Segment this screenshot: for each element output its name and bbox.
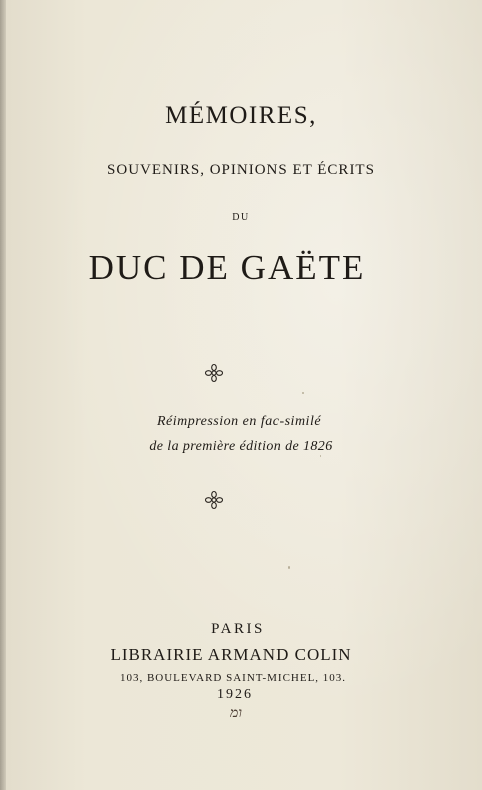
publisher-name: LIBRAIRIE ARMAND COLIN — [110, 645, 352, 664]
paper-speck — [288, 566, 290, 569]
publication-year: 1926 — [217, 687, 253, 702]
publisher-city: PARIS — [211, 621, 265, 637]
title-duc-de-gaete: DUC DE GAËTE — [88, 248, 366, 287]
reimpression-line: Réimpression en fac-similé — [156, 414, 322, 429]
subtitle-souvenirs: SOUVENIRS, OPINIONS ET ÉCRITS — [107, 162, 375, 178]
floral-ornament-icon — [204, 363, 224, 383]
paper-speck — [320, 455, 321, 457]
paper-speck — [302, 392, 304, 394]
floral-ornament-icon — [204, 490, 224, 510]
title-memoires: MÉMOIRES, — [165, 102, 317, 129]
publisher-address: 103, BOULEVARD SAINT-MICHEL, 103. — [119, 672, 347, 684]
edition-line: de la première édition de 1826 — [149, 439, 333, 454]
handwritten-note: ומ — [230, 706, 242, 721]
connector-du: DU — [232, 212, 250, 223]
